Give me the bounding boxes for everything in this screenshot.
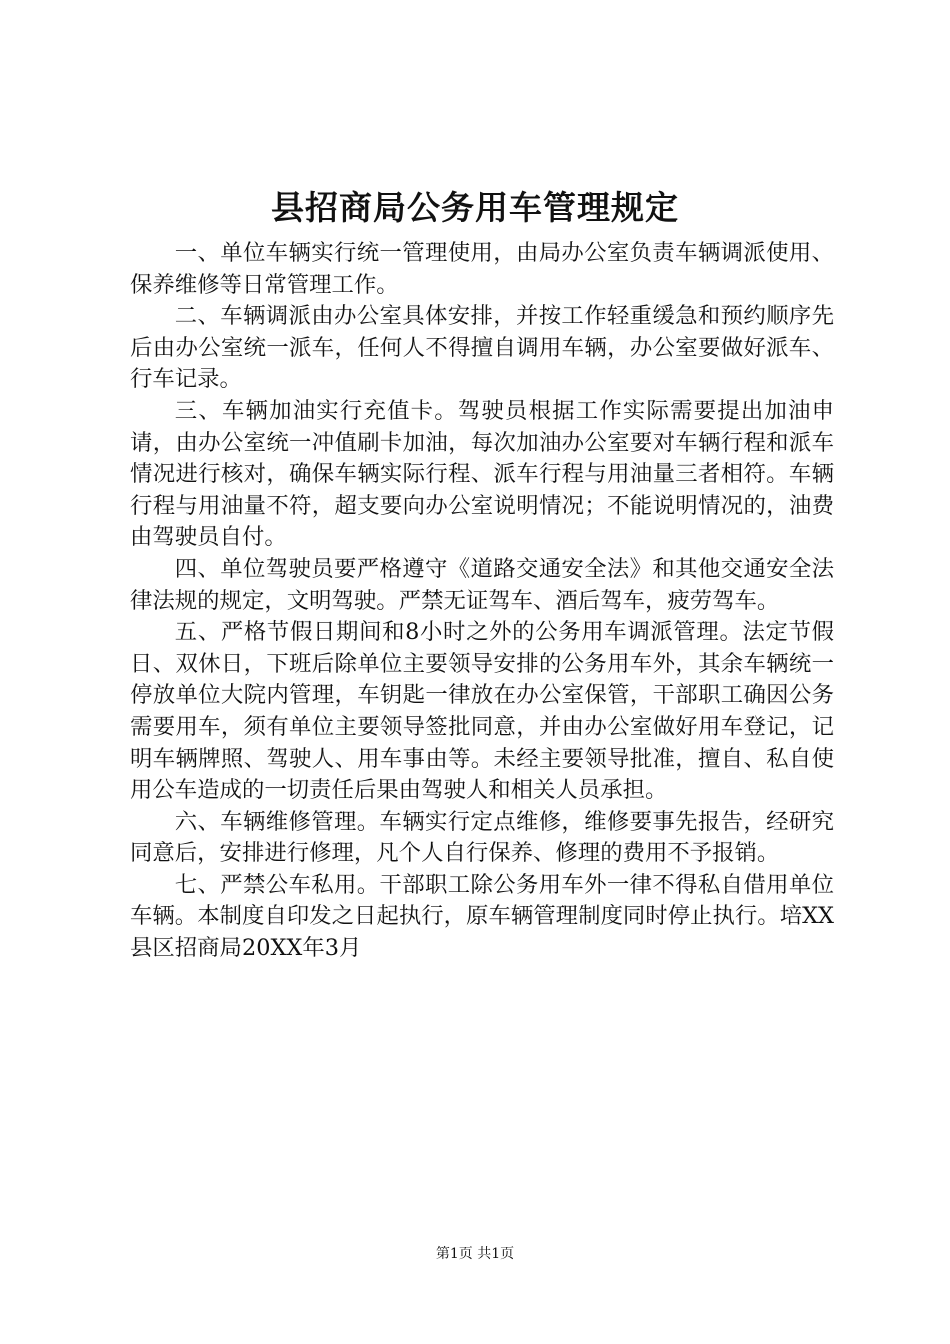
document-body — [130, 238, 834, 965]
paragraph-6: 六、车辆维修管理。车辆实行定点维修，维修要事先报告，经研究同意后，安排进行修理，凡个人自行保养、修理的费用不予报销。 — [130, 808, 834, 867]
paragraph-5: 五、严格节假日期间和8小时之外的公务用车调派管理。法定节假日、双休日，下班后除单位主要领导安排的公务用车外，其余车辆统一停放单位大院内管理，车钥匙一律放在办公室保管，干部职工确因公务需要用车，须有单位主要领导签批同意，并由办公室做好用车登记，记明车辆牌照、驾驶人、用车事由等。未经主要领导批准，擅自、私自使用公车造成的一切责任后果由驾驶人和相关人员承担。 — [130, 619, 834, 804]
paragraph-7: 七、严禁公车私用。干部职工除公务用车外一律不得私自借用单位车辆。本制度自印发之日起执行，原车辆管理制度同时停止执行。培XX县区招商局20XX年3月 — [130, 871, 834, 962]
paragraph-2: 二、车辆调派由办公室具体安排，并按工作轻重缓急和预约顺序先后由办公室统一派车，任何人不得擅自调用车辆，办公室要做好派车、行车记录。 — [130, 303, 834, 393]
paragraph-1: 一、单位车辆实行统一管理使用，由局办公室负责车辆调派使用、保养维修等日常管理工作。 — [130, 240, 834, 298]
paragraph-4: 四、单位驾驶员要严格遵守《道路交通安全法》和其他交通安全法律法规的规定，文明驾驶。严禁无证驾车、酒后驾车，疲劳驾车。 — [130, 555, 834, 614]
page-footer: 第1页 共1页 — [435, 1246, 515, 1262]
document-title: 县招商局公务用车管理规定 — [271, 188, 679, 227]
paragraph-3: 三、车辆加油实行充值卡。驾驶员根据工作实际需要提出加油申请，由办公室统一冲值刷卡加油，每次加油办公室要对车辆行程和派车情况进行核对，确保车辆实际行程、派车行程与用油量三者相符。车辆行程与用油量不符，超支要向办公室说明情况；不能说明情况的，油费由驾驶员自付。 — [130, 397, 834, 551]
